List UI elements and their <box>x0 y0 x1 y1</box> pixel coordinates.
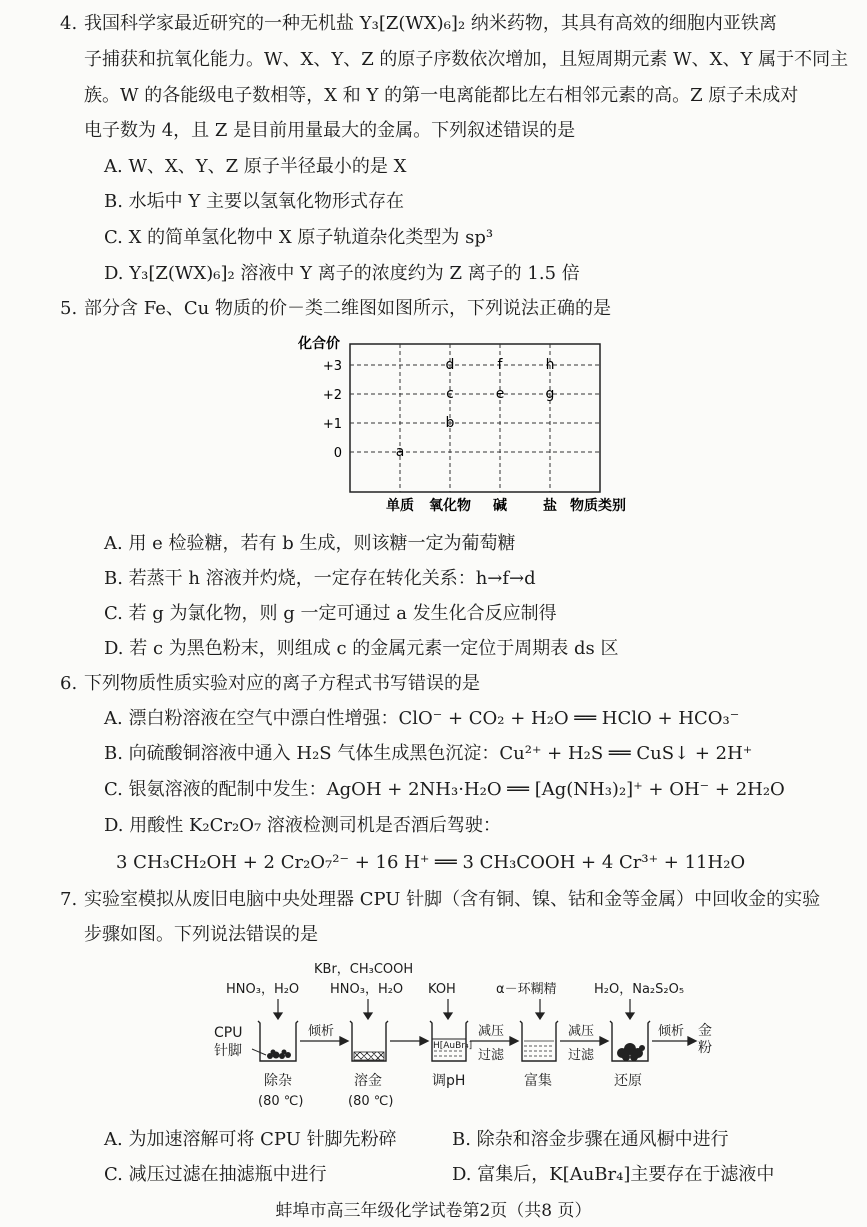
q6-option-d: D. 用酸性 K₂Cr₂O₇ 溶液检测司机是否酒后驾驶： <box>104 815 501 836</box>
beaker-2-solid <box>354 1052 384 1060</box>
product-label-1: 金 <box>698 1023 712 1039</box>
q7-number: 7. <box>60 889 78 910</box>
chart-x-ticks <box>386 497 557 514</box>
point-d: d <box>445 357 455 373</box>
q7-option-b: B. 除杂和溶金步骤在通风橱中进行 <box>452 1129 729 1150</box>
q6-stem: 下列物质性质实验对应的离子方程式书写错误的是 <box>84 673 480 694</box>
q4-option-c: C. X 的简单氢化物中 X 原子轨道杂化类型为 sp³ <box>104 227 494 248</box>
point-e: e <box>495 386 505 402</box>
y-tick-label: 0 <box>333 446 342 461</box>
input-label-2: 针脚 <box>214 1043 242 1059</box>
beaker-3-label: H[AuBr₄] <box>433 1041 473 1051</box>
q6-number: 6. <box>60 673 78 694</box>
x-tick-label: 单质 <box>386 498 414 514</box>
q4-option-a: A. W、X、Y、Z 原子半径最小的是 X <box>104 156 407 177</box>
chart-ylabel: 化合价 <box>298 336 340 352</box>
chart-grid <box>350 344 600 492</box>
arrow-label-3b: 过滤 <box>568 1048 595 1063</box>
x-tick-label: 盐 <box>543 498 557 514</box>
q4-option-b: B. 水垢中 Y 主要以氢氧化物形式存在 <box>104 191 404 212</box>
arrow-label-2a: 减压 <box>478 1024 505 1039</box>
point-h: h <box>545 357 555 373</box>
beaker-5-solid <box>617 1043 645 1061</box>
step-1: 除杂 <box>264 1073 292 1089</box>
page-footer: 蚌埠市高三年级化学试卷第2页（共8 页） <box>275 1201 592 1221</box>
x-tick-label: 碱 <box>493 498 507 514</box>
input-label-1: CPU <box>214 1025 243 1041</box>
q7-option-d: D. 富集后，K[AuBr₄]主要存在于滤液中 <box>452 1164 775 1185</box>
reagent-1: HNO₃，H₂O <box>226 982 300 997</box>
valence-class-chart <box>290 330 650 518</box>
arrow-label-4: 倾析 <box>658 1024 685 1039</box>
q4-number: 4. <box>60 13 78 34</box>
reagent-5: α－环糊精 <box>496 982 557 997</box>
q7-line-1: 实验室模拟从废旧电脑中央处理器 CPU 针脚（含有铜、镍、钴和金等金属）中回收金的实验 <box>84 889 821 910</box>
arrow-label-2b: 过滤 <box>478 1048 505 1063</box>
q6-equation: 3 CH₃CH₂OH + 2 Cr₂O₇²⁻ + 16 H⁺ ══ 3 CH₃COOH + 4 Cr³⁺ + 11H₂O <box>116 852 746 873</box>
q5-option-d: D. 若 c 为黑色粉末，则组成 c 的金属元素一定位于周期表 ds 区 <box>104 638 619 659</box>
step-4: 富集 <box>524 1073 552 1089</box>
q7-option-c: C. 减压过滤在抽滤瓶中进行 <box>104 1164 327 1185</box>
point-a: a <box>395 444 405 460</box>
y-tick-label: +3 <box>322 359 342 374</box>
q4-option-d: D. Y₃[Z(WX)₆]₂ 溶液中 Y 离子的浓度约为 Z 离子的 1.5 倍 <box>104 263 580 284</box>
step-2-temp: (80 ℃) <box>348 1094 394 1109</box>
q7-line-2: 步骤如图。下列说法错误的是 <box>84 924 318 945</box>
q4-line-2: 子捕获和抗氧化能力。W、X、Y、Z 的原子序数依次增加，且短周期元素 W、X、Y 属于不同主 <box>84 49 849 70</box>
reagent-6: H₂O，Na₂S₂O₅ <box>594 982 685 997</box>
point-f: f <box>497 357 503 373</box>
product-label-2: 粉 <box>698 1040 712 1056</box>
y-tick-label: +2 <box>322 388 342 403</box>
reagent-4: KOH <box>428 982 456 997</box>
q5-stem: 部分含 Fe、Cu 物质的价－类二维图如图所示，下列说法正确的是 <box>84 298 611 319</box>
step-1-temp: (80 ℃) <box>258 1094 304 1109</box>
chart-y-ticks <box>323 359 342 461</box>
flow-diagram <box>200 955 740 1115</box>
point-b: b <box>445 415 455 431</box>
q5-option-b: B. 若蒸干 h 溶液并灼烧，一定存在转化关系：h→f→d <box>104 568 536 589</box>
q5-option-c: C. 若 g 为氯化物，则 g 一定可通过 a 发生化合反应制得 <box>104 603 557 624</box>
q6-option-a: A. 漂白粉溶液在空气中漂白性增强：ClO⁻ + CO₂ + H₂O ══ HClO + HCO₃⁻ <box>104 708 740 729</box>
step-5: 还原 <box>614 1073 642 1089</box>
reagent-2: KBr，CH₃COOH <box>314 962 414 977</box>
chart-xlabel: 物质类别 <box>570 498 626 514</box>
beaker-1-solid <box>267 1050 291 1060</box>
q6-option-b: B. 向硫酸铜溶液中通入 H₂S 气体生成黑色沉淀：Cu²⁺ + H₂S ══ CuS↓ + 2H⁺ <box>104 743 753 764</box>
q4-line-1: 我国科学家最近研究的一种无机盐 Y₃[Z(WX)₆]₂ 纳米药物，其具有高效的细胞内亚铁离 <box>84 13 777 34</box>
arrow-label-1: 倾析 <box>308 1024 335 1039</box>
step-2: 溶金 <box>354 1073 382 1089</box>
point-g: g <box>545 386 555 402</box>
x-tick-label: 氧化物 <box>429 498 471 514</box>
q5-option-a: A. 用 e 检验糖，若有 b 生成，则该糖一定为葡萄糖 <box>104 533 516 554</box>
step-3: 调pH <box>432 1073 466 1089</box>
q7-option-a: A. 为加速溶解可将 CPU 针脚先粉碎 <box>104 1129 397 1150</box>
chart-points <box>396 357 555 460</box>
y-tick-label: +1 <box>322 417 342 432</box>
arrow-label-3a: 减压 <box>568 1024 595 1039</box>
chart-frame <box>350 344 600 492</box>
point-c: c <box>446 386 454 402</box>
reagent-3: HNO₃，H₂O <box>330 982 404 997</box>
q6-option-c: C. 银氨溶液的配制中发生：AgOH + 2NH₃·H₂O ══ [Ag(NH₃)₂]⁺ + OH⁻ + 2H₂O <box>104 779 785 800</box>
q4-line-4: 电子数为 4，且 Z 是目前用量最大的金属。下列叙述错误的是 <box>84 120 576 141</box>
q5-number: 5. <box>60 298 78 319</box>
q4-line-3: 族。W 的各能级电子数相等，X 和 Y 的第一电离能都比左右相邻元素的高。Z 原子未成对 <box>84 85 799 106</box>
